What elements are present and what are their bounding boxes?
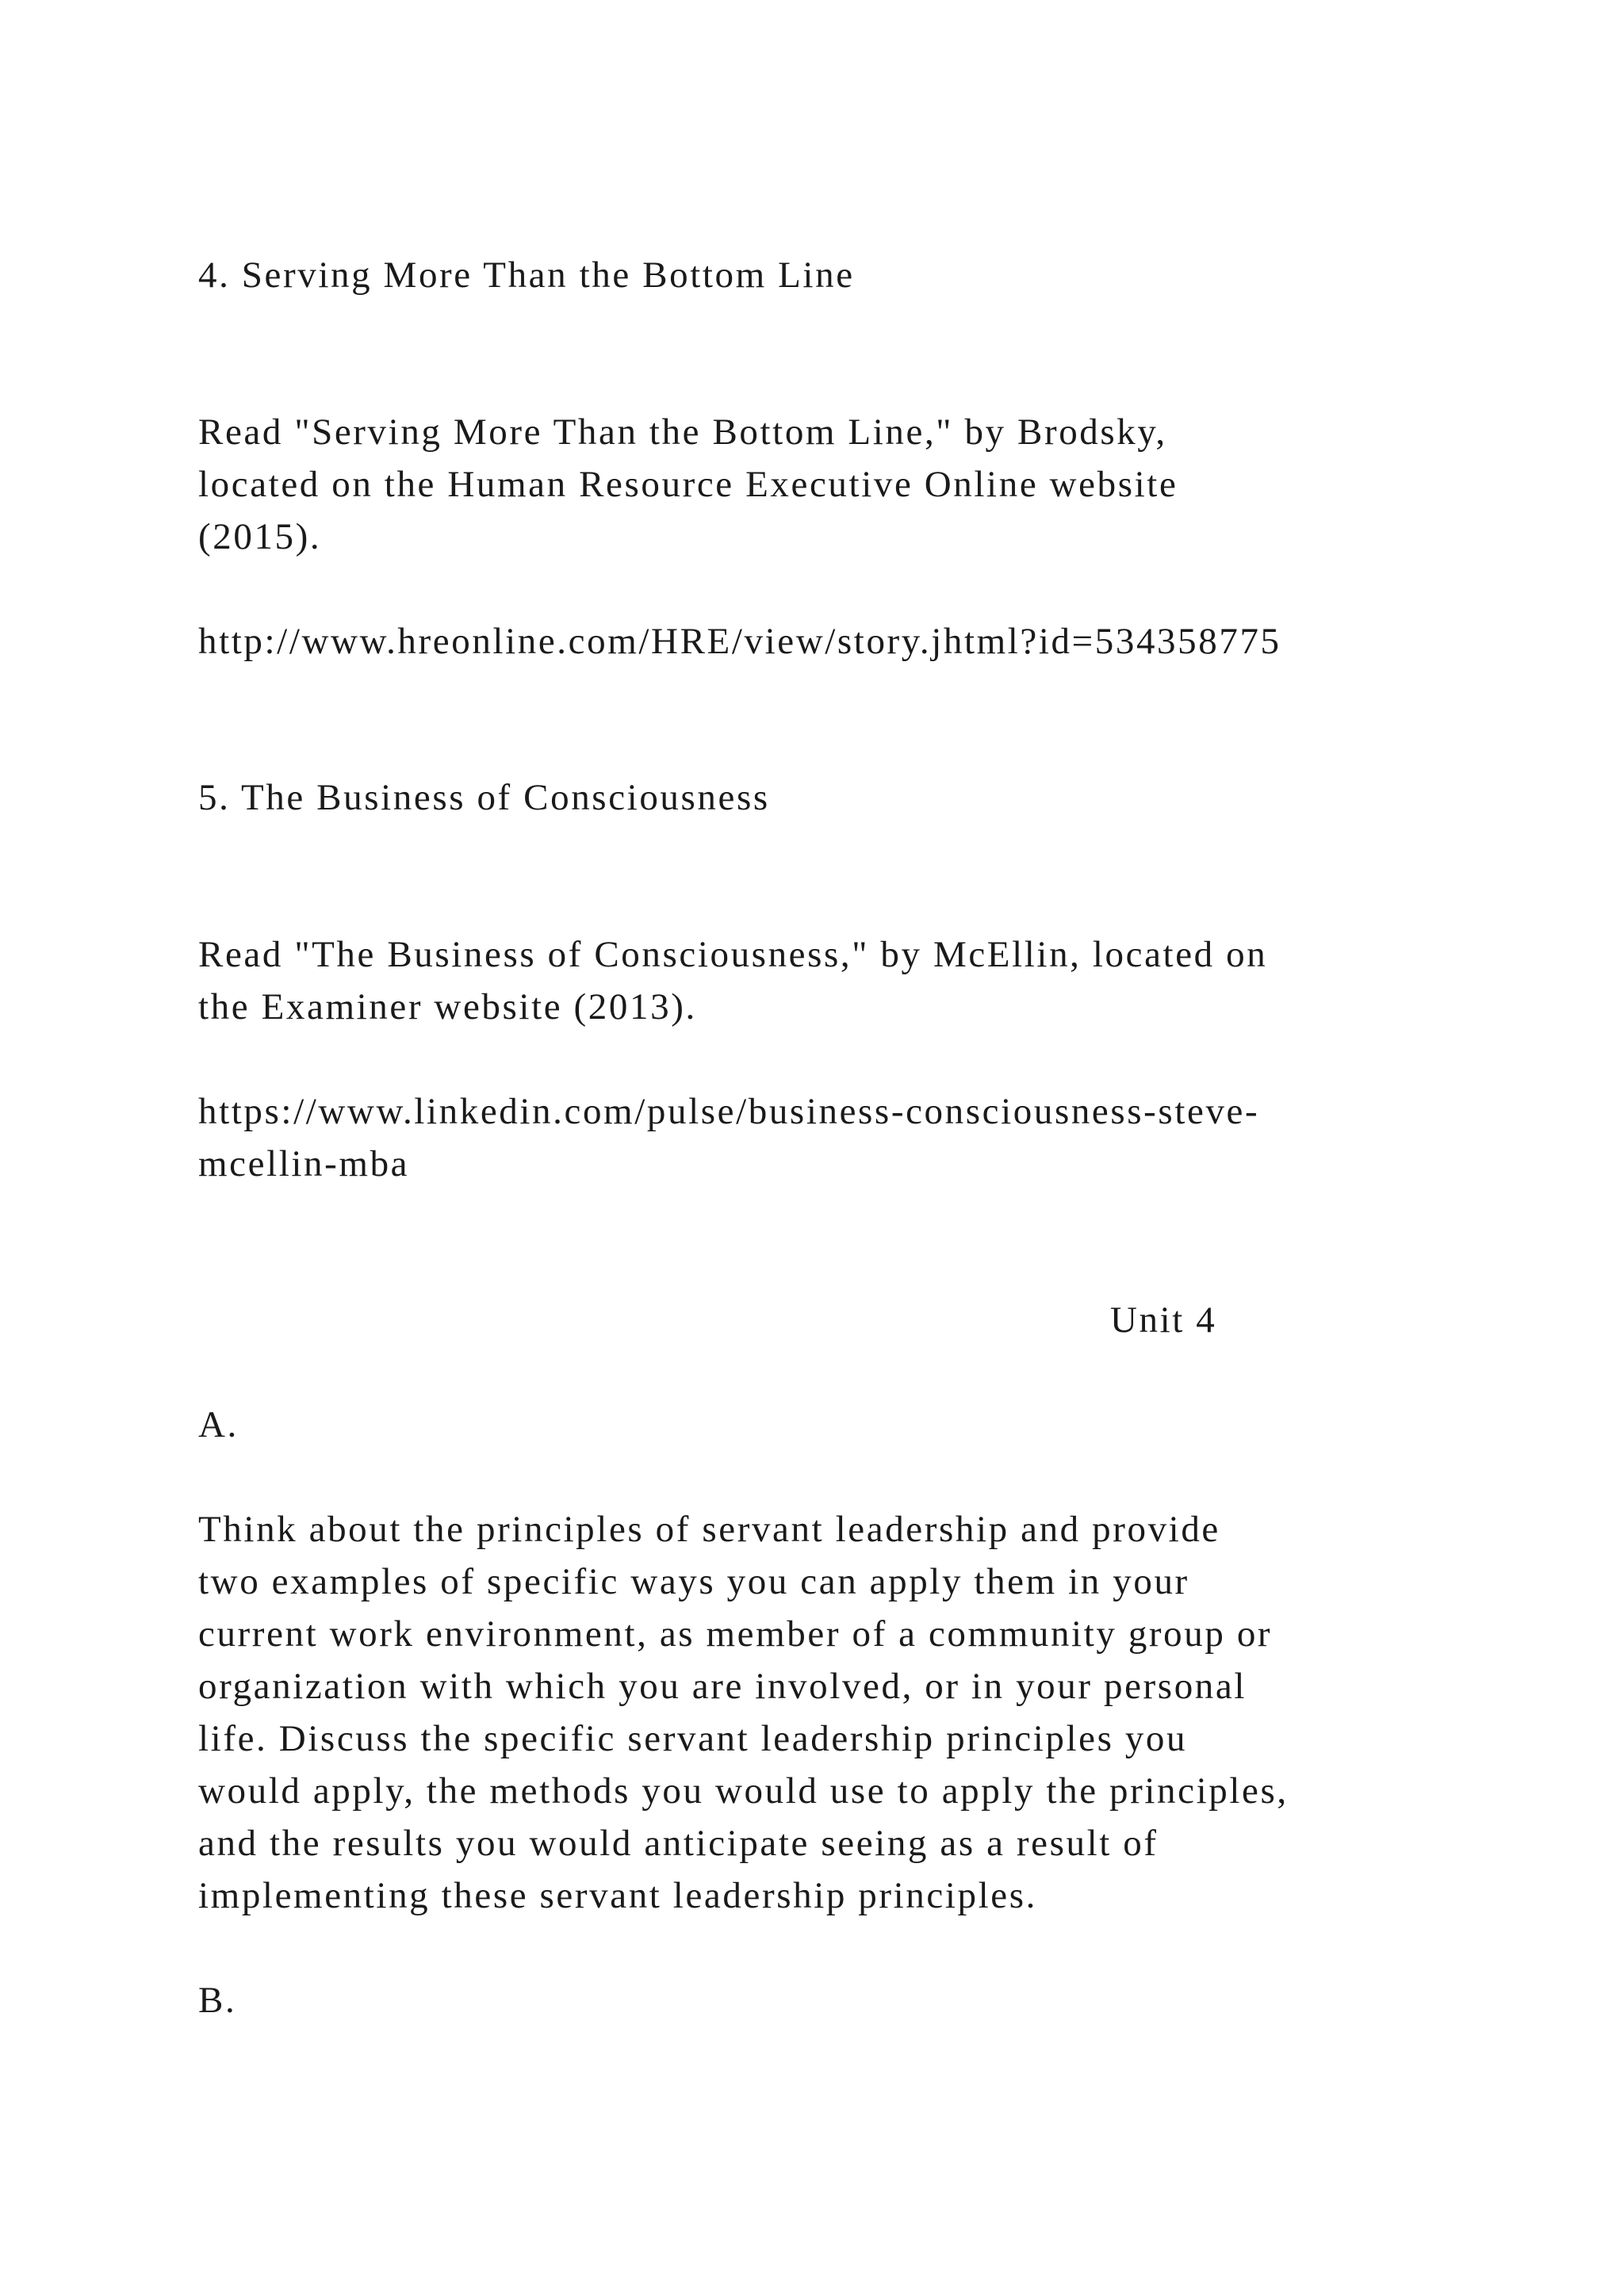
section-5-read-line: Read "The Business of Consciousness," by McEllin, located on: [198, 934, 1268, 975]
section-5-heading: 5. The Business of Consciousness: [198, 777, 770, 818]
section-5-read-line: the Examiner website (2013).: [198, 986, 697, 1027]
section-4-read-line: (2015).: [198, 516, 322, 557]
unit-heading: Unit 4: [1110, 1299, 1217, 1341]
section-5-url-line[interactable]: mcellin-mba: [198, 1143, 410, 1184]
part-a-line: implementing these servant leadership principles.: [198, 1875, 1037, 1916]
part-a-line: would apply, the methods you would use to apply the principles,: [198, 1770, 1289, 1812]
section-4-read-line: Read "Serving More Than the Bottom Line," by Brodsky,: [198, 411, 1167, 453]
section-4-url[interactable]: http://www.hreonline.com/HRE/view/story.jhtml?id=534358775: [198, 621, 1281, 662]
part-a-label: A.: [198, 1404, 239, 1445]
section-4-heading: 4. Serving More Than the Bottom Line: [198, 254, 855, 296]
part-b-label: B.: [198, 1980, 237, 2021]
part-a-line: organization with which you are involved, or in your personal: [198, 1666, 1247, 1707]
part-a-line: two examples of specific ways you can apply them in your: [198, 1561, 1189, 1602]
part-a-line: life. Discuss the specific servant leadership principles you: [198, 1718, 1188, 1759]
part-a-line: and the results you would anticipate seeing as a result of: [198, 1823, 1159, 1864]
part-a-line: current work environment, as member of a community group or: [198, 1613, 1273, 1655]
section-4-read-line: located on the Human Resource Executive Online website: [198, 464, 1178, 505]
section-5-url-line[interactable]: https://www.linkedin.com/pulse/business-consciousness-steve-: [198, 1091, 1260, 1132]
part-a-line: Think about the principles of servant leadership and provide: [198, 1509, 1220, 1550]
